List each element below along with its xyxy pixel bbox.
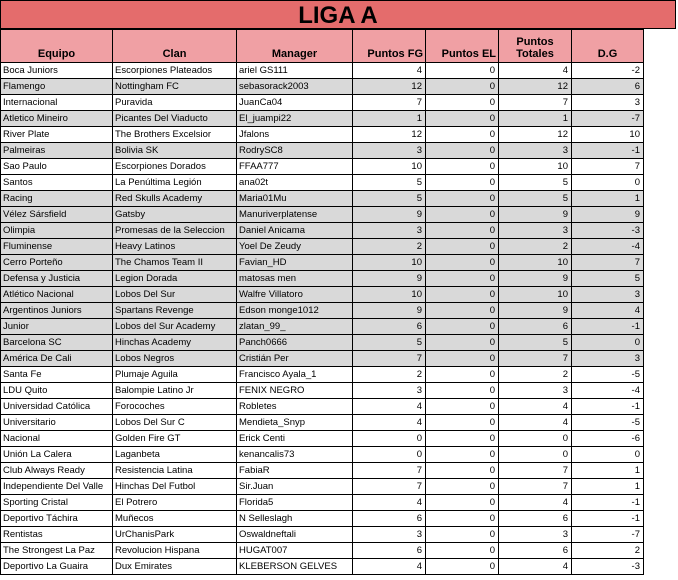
table-row[interactable] (1, 463, 644, 479)
cell-equipo[interactable]: Santa Fe (1, 367, 113, 383)
header-row (1, 30, 644, 63)
cell-puntos-totales[interactable]: 5 (499, 335, 572, 351)
cell-clan[interactable]: The Brothers Excelsior (113, 127, 237, 143)
cell-puntos-fg[interactable]: 9 (353, 303, 426, 319)
cell-equipo[interactable]: Internacional (1, 95, 113, 111)
header-puntos-totales[interactable]: Puntos Totales (499, 30, 572, 63)
cell-puntos-el[interactable]: 0 (426, 95, 499, 111)
cell-dg[interactable]: -1 (572, 319, 644, 335)
cell-puntos-el[interactable]: 0 (426, 463, 499, 479)
cell-puntos-el[interactable]: 0 (426, 143, 499, 159)
cell-puntos-totales[interactable]: 3 (499, 383, 572, 399)
cell-clan[interactable]: Laganbeta (113, 447, 237, 463)
cell-manager[interactable]: Cristián Per (237, 351, 353, 367)
cell-puntos-fg[interactable]: 7 (353, 351, 426, 367)
cell-manager[interactable]: Erick Centi (237, 431, 353, 447)
cell-equipo[interactable]: Palmeiras (1, 143, 113, 159)
cell-puntos-el[interactable]: 0 (426, 239, 499, 255)
cell-manager[interactable]: ariel GS111 (237, 63, 353, 79)
cell-puntos-el[interactable]: 0 (426, 191, 499, 207)
cell-equipo[interactable]: Cerro Porteño (1, 255, 113, 271)
cell-dg[interactable]: 2 (572, 543, 644, 559)
cell-dg[interactable]: 4 (572, 303, 644, 319)
cell-puntos-el[interactable]: 0 (426, 527, 499, 543)
cell-manager[interactable]: El_juampi22 (237, 111, 353, 127)
cell-puntos-totales[interactable]: 1 (499, 111, 572, 127)
cell-clan[interactable]: Gatsby (113, 207, 237, 223)
cell-manager[interactable]: kenancalis73 (237, 447, 353, 463)
cell-puntos-el[interactable]: 0 (426, 479, 499, 495)
cell-manager[interactable]: Maria01Mu (237, 191, 353, 207)
cell-puntos-fg[interactable]: 9 (353, 271, 426, 287)
cell-equipo[interactable]: Boca Juniors (1, 63, 113, 79)
cell-manager[interactable]: N Selleslagh (237, 511, 353, 527)
cell-puntos-totales[interactable]: 4 (499, 399, 572, 415)
cell-puntos-el[interactable]: 0 (426, 447, 499, 463)
cell-dg[interactable]: -2 (572, 63, 644, 79)
cell-puntos-el[interactable]: 0 (426, 111, 499, 127)
cell-dg[interactable]: -1 (572, 143, 644, 159)
cell-clan[interactable]: Lobos Del Sur (113, 287, 237, 303)
cell-manager[interactable]: Oswaldneftali (237, 527, 353, 543)
header-dg[interactable]: D.G (572, 30, 644, 63)
cell-puntos-totales[interactable]: 2 (499, 367, 572, 383)
cell-puntos-el[interactable]: 0 (426, 399, 499, 415)
cell-dg[interactable]: -4 (572, 239, 644, 255)
table-row[interactable] (1, 223, 644, 239)
cell-puntos-totales[interactable]: 10 (499, 287, 572, 303)
cell-puntos-fg[interactable]: 3 (353, 223, 426, 239)
cell-equipo[interactable]: Barcelona SC (1, 335, 113, 351)
cell-equipo[interactable]: Sporting Cristal (1, 495, 113, 511)
cell-equipo[interactable]: Olimpia (1, 223, 113, 239)
cell-puntos-el[interactable]: 0 (426, 255, 499, 271)
cell-puntos-totales[interactable]: 6 (499, 543, 572, 559)
cell-puntos-totales[interactable]: 12 (499, 79, 572, 95)
cell-manager[interactable]: JuanCa04 (237, 95, 353, 111)
cell-dg[interactable]: 3 (572, 95, 644, 111)
cell-puntos-fg[interactable]: 7 (353, 95, 426, 111)
cell-puntos-totales[interactable]: 0 (499, 431, 572, 447)
table-row[interactable] (1, 287, 644, 303)
cell-puntos-el[interactable]: 0 (426, 415, 499, 431)
cell-puntos-el[interactable]: 0 (426, 351, 499, 367)
cell-dg[interactable]: -1 (572, 399, 644, 415)
cell-manager[interactable]: matosas men (237, 271, 353, 287)
cell-dg[interactable]: -1 (572, 495, 644, 511)
table-row[interactable] (1, 159, 644, 175)
cell-clan[interactable]: Puravida (113, 95, 237, 111)
cell-dg[interactable]: 3 (572, 287, 644, 303)
table-row[interactable] (1, 495, 644, 511)
cell-manager[interactable]: Mendieta_Snyp (237, 415, 353, 431)
cell-puntos-totales[interactable]: 5 (499, 191, 572, 207)
cell-puntos-fg[interactable]: 2 (353, 239, 426, 255)
table-row[interactable] (1, 543, 644, 559)
cell-puntos-el[interactable]: 0 (426, 287, 499, 303)
cell-puntos-el[interactable]: 0 (426, 207, 499, 223)
cell-clan[interactable]: Legion Dorada (113, 271, 237, 287)
cell-puntos-fg[interactable]: 10 (353, 287, 426, 303)
table-row[interactable] (1, 303, 644, 319)
cell-puntos-totales[interactable]: 7 (499, 351, 572, 367)
cell-puntos-fg[interactable]: 3 (353, 383, 426, 399)
cell-dg[interactable]: 6 (572, 79, 644, 95)
cell-dg[interactable]: 1 (572, 479, 644, 495)
cell-puntos-totales[interactable]: 9 (499, 303, 572, 319)
table-row[interactable] (1, 527, 644, 543)
cell-puntos-fg[interactable]: 2 (353, 367, 426, 383)
cell-clan[interactable]: Balompie Latino Jr (113, 383, 237, 399)
cell-clan[interactable]: Golden Fire GT (113, 431, 237, 447)
cell-puntos-totales[interactable]: 4 (499, 559, 572, 575)
cell-manager[interactable]: Edson monge1012 (237, 303, 353, 319)
table-row[interactable] (1, 239, 644, 255)
cell-dg[interactable]: -5 (572, 367, 644, 383)
cell-manager[interactable]: FabiaR (237, 463, 353, 479)
cell-puntos-fg[interactable]: 4 (353, 559, 426, 575)
cell-puntos-fg[interactable]: 0 (353, 447, 426, 463)
cell-clan[interactable]: El Potrero (113, 495, 237, 511)
table-row[interactable] (1, 79, 644, 95)
table-row[interactable] (1, 63, 644, 79)
cell-clan[interactable]: Hinchas Del Futbol (113, 479, 237, 495)
table-row[interactable] (1, 95, 644, 111)
cell-puntos-fg[interactable]: 4 (353, 399, 426, 415)
cell-puntos-fg[interactable]: 9 (353, 207, 426, 223)
cell-manager[interactable]: FENIX NEGRO (237, 383, 353, 399)
cell-manager[interactable]: Favian_HD (237, 255, 353, 271)
cell-manager[interactable]: KLEBERSON GELVES (237, 559, 353, 575)
cell-clan[interactable]: Lobos Negros (113, 351, 237, 367)
cell-dg[interactable]: 0 (572, 175, 644, 191)
cell-clan[interactable]: Escorpiones Dorados (113, 159, 237, 175)
cell-equipo[interactable]: Atlético Nacional (1, 287, 113, 303)
cell-puntos-totales[interactable]: 6 (499, 511, 572, 527)
cell-dg[interactable]: 0 (572, 447, 644, 463)
cell-puntos-totales[interactable]: 4 (499, 415, 572, 431)
cell-puntos-el[interactable]: 0 (426, 175, 499, 191)
cell-manager[interactable]: Robletes (237, 399, 353, 415)
cell-equipo[interactable]: LDU Quito (1, 383, 113, 399)
cell-puntos-el[interactable]: 0 (426, 303, 499, 319)
header-manager[interactable]: Manager (237, 30, 353, 63)
cell-puntos-fg[interactable]: 5 (353, 191, 426, 207)
cell-manager[interactable]: Jfalons (237, 127, 353, 143)
cell-equipo[interactable]: Defensa y Justicia (1, 271, 113, 287)
cell-puntos-el[interactable]: 0 (426, 431, 499, 447)
cell-equipo[interactable]: Deportivo Táchira (1, 511, 113, 527)
cell-puntos-fg[interactable]: 10 (353, 255, 426, 271)
cell-equipo[interactable]: Nacional (1, 431, 113, 447)
cell-manager[interactable]: Francisco Ayala_1 (237, 367, 353, 383)
cell-puntos-fg[interactable]: 12 (353, 79, 426, 95)
cell-clan[interactable]: Forocoches (113, 399, 237, 415)
cell-puntos-el[interactable]: 0 (426, 511, 499, 527)
table-row[interactable] (1, 559, 644, 575)
cell-puntos-totales[interactable]: 3 (499, 143, 572, 159)
cell-manager[interactable]: Manuriverplatense (237, 207, 353, 223)
cell-puntos-fg[interactable]: 12 (353, 127, 426, 143)
table-row[interactable] (1, 351, 644, 367)
cell-puntos-totales[interactable]: 4 (499, 63, 572, 79)
cell-puntos-totales[interactable]: 9 (499, 271, 572, 287)
cell-puntos-totales[interactable]: 0 (499, 447, 572, 463)
cell-puntos-totales[interactable]: 12 (499, 127, 572, 143)
cell-clan[interactable]: Spartans Revenge (113, 303, 237, 319)
cell-manager[interactable]: FFAA777 (237, 159, 353, 175)
cell-clan[interactable]: Heavy Latinos (113, 239, 237, 255)
cell-clan[interactable]: Escorpiones Plateados (113, 63, 237, 79)
cell-puntos-totales[interactable]: 7 (499, 479, 572, 495)
cell-manager[interactable]: ana02t (237, 175, 353, 191)
cell-equipo[interactable]: Vélez Sársfield (1, 207, 113, 223)
cell-manager[interactable]: Walfre Villatoro (237, 287, 353, 303)
cell-puntos-el[interactable]: 0 (426, 367, 499, 383)
cell-puntos-totales[interactable]: 7 (499, 95, 572, 111)
cell-clan[interactable]: Lobos Del Sur C (113, 415, 237, 431)
cell-puntos-el[interactable]: 0 (426, 559, 499, 575)
cell-puntos-el[interactable]: 0 (426, 79, 499, 95)
cell-clan[interactable]: Bolivia SK (113, 143, 237, 159)
cell-dg[interactable]: -3 (572, 223, 644, 239)
cell-equipo[interactable]: Rentistas (1, 527, 113, 543)
cell-clan[interactable]: The Chamos Team II (113, 255, 237, 271)
cell-puntos-el[interactable]: 0 (426, 383, 499, 399)
cell-puntos-totales[interactable]: 9 (499, 207, 572, 223)
standings-table (0, 29, 644, 575)
table-row[interactable] (1, 127, 644, 143)
cell-puntos-fg[interactable]: 6 (353, 319, 426, 335)
cell-puntos-fg[interactable]: 0 (353, 431, 426, 447)
cell-puntos-el[interactable]: 0 (426, 223, 499, 239)
cell-clan[interactable]: Muñecos (113, 511, 237, 527)
cell-dg[interactable]: 7 (572, 255, 644, 271)
cell-manager[interactable]: RodrySC8 (237, 143, 353, 159)
cell-puntos-fg[interactable]: 5 (353, 175, 426, 191)
cell-manager[interactable]: Sir.Juan (237, 479, 353, 495)
table-row[interactable] (1, 319, 644, 335)
cell-puntos-totales[interactable]: 3 (499, 223, 572, 239)
cell-dg[interactable]: -6 (572, 431, 644, 447)
cell-equipo[interactable]: Flamengo (1, 79, 113, 95)
cell-dg[interactable]: 10 (572, 127, 644, 143)
cell-puntos-el[interactable]: 0 (426, 335, 499, 351)
cell-puntos-totales[interactable]: 3 (499, 527, 572, 543)
cell-puntos-fg[interactable]: 1 (353, 111, 426, 127)
cell-puntos-fg[interactable]: 4 (353, 415, 426, 431)
league-title: LIGA A (0, 0, 676, 29)
cell-clan[interactable]: Red Skulls Academy (113, 191, 237, 207)
table-row[interactable] (1, 447, 644, 463)
table-row[interactable] (1, 143, 644, 159)
table-row[interactable] (1, 479, 644, 495)
cell-equipo[interactable]: Santos (1, 175, 113, 191)
cell-puntos-totales[interactable]: 10 (499, 255, 572, 271)
cell-manager[interactable]: sebasorack2003 (237, 79, 353, 95)
cell-dg[interactable]: 1 (572, 191, 644, 207)
cell-manager[interactable]: HUGAT007 (237, 543, 353, 559)
cell-puntos-fg[interactable]: 7 (353, 479, 426, 495)
table-row[interactable] (1, 511, 644, 527)
cell-puntos-fg[interactable]: 6 (353, 543, 426, 559)
header-equipo[interactable]: Equipo (1, 30, 113, 63)
cell-clan[interactable]: Hinchas Academy (113, 335, 237, 351)
cell-puntos-fg[interactable]: 10 (353, 159, 426, 175)
cell-puntos-el[interactable]: 0 (426, 271, 499, 287)
cell-puntos-el[interactable]: 0 (426, 495, 499, 511)
cell-equipo[interactable]: Sao Paulo (1, 159, 113, 175)
cell-clan[interactable]: Nottingham FC (113, 79, 237, 95)
cell-puntos-el[interactable]: 0 (426, 127, 499, 143)
cell-dg[interactable]: -4 (572, 383, 644, 399)
cell-manager[interactable]: Panch0666 (237, 335, 353, 351)
cell-clan[interactable]: Promesas de la Seleccion (113, 223, 237, 239)
table-row[interactable] (1, 367, 644, 383)
table-row[interactable] (1, 271, 644, 287)
table-row[interactable] (1, 207, 644, 223)
table-row[interactable] (1, 415, 644, 431)
cell-clan[interactable]: Revolucion Hispana (113, 543, 237, 559)
cell-puntos-totales[interactable]: 5 (499, 175, 572, 191)
cell-puntos-fg[interactable]: 3 (353, 143, 426, 159)
cell-equipo[interactable]: Club Always Ready (1, 463, 113, 479)
table-row[interactable] (1, 255, 644, 271)
cell-clan[interactable]: Picantes Del Viaducto (113, 111, 237, 127)
header-puntos-fg[interactable]: Puntos FG (353, 30, 426, 63)
cell-clan[interactable]: Resistencia Latina (113, 463, 237, 479)
cell-equipo[interactable]: River Plate (1, 127, 113, 143)
cell-equipo[interactable]: Unión La Calera (1, 447, 113, 463)
cell-puntos-el[interactable]: 0 (426, 319, 499, 335)
cell-dg[interactable]: 9 (572, 207, 644, 223)
cell-puntos-el[interactable]: 0 (426, 63, 499, 79)
cell-puntos-fg[interactable]: 7 (353, 463, 426, 479)
cell-equipo[interactable]: Fluminense (1, 239, 113, 255)
cell-dg[interactable]: 0 (572, 335, 644, 351)
cell-equipo[interactable]: Junior (1, 319, 113, 335)
table-row[interactable] (1, 431, 644, 447)
cell-equipo[interactable]: Universitario (1, 415, 113, 431)
cell-dg[interactable]: 7 (572, 159, 644, 175)
cell-puntos-fg[interactable]: 4 (353, 495, 426, 511)
cell-equipo[interactable]: Atletico Mineiro (1, 111, 113, 127)
table-row[interactable] (1, 111, 644, 127)
cell-dg[interactable]: -3 (572, 559, 644, 575)
cell-puntos-fg[interactable]: 5 (353, 335, 426, 351)
table-row[interactable] (1, 335, 644, 351)
cell-equipo[interactable]: Deportivo La Guaira (1, 559, 113, 575)
cell-clan[interactable]: Dux Emirates (113, 559, 237, 575)
table-row[interactable] (1, 399, 644, 415)
cell-manager[interactable]: zlatan_99_ (237, 319, 353, 335)
cell-clan[interactable]: La Penúltima Legión (113, 175, 237, 191)
cell-puntos-el[interactable]: 0 (426, 543, 499, 559)
cell-manager[interactable]: Florida5 (237, 495, 353, 511)
cell-puntos-totales[interactable]: 4 (499, 495, 572, 511)
cell-puntos-fg[interactable]: 6 (353, 511, 426, 527)
cell-clan[interactable]: UrChanisPark (113, 527, 237, 543)
table-row[interactable] (1, 383, 644, 399)
cell-puntos-el[interactable]: 0 (426, 159, 499, 175)
table-row[interactable] (1, 191, 644, 207)
cell-puntos-totales[interactable]: 7 (499, 463, 572, 479)
cell-puntos-totales[interactable]: 6 (499, 319, 572, 335)
cell-puntos-totales[interactable]: 10 (499, 159, 572, 175)
cell-dg[interactable]: 5 (572, 271, 644, 287)
cell-puntos-fg[interactable]: 4 (353, 63, 426, 79)
cell-clan[interactable]: Lobos del Sur Academy (113, 319, 237, 335)
cell-manager[interactable]: Daniel Anicama (237, 223, 353, 239)
cell-dg[interactable]: 3 (572, 351, 644, 367)
header-clan[interactable]: Clan (113, 30, 237, 63)
cell-equipo[interactable]: Independiente Del Valle (1, 479, 113, 495)
cell-dg[interactable]: -5 (572, 415, 644, 431)
cell-equipo[interactable]: Racing (1, 191, 113, 207)
table-row[interactable] (1, 175, 644, 191)
header-puntos-el[interactable]: Puntos EL (426, 30, 499, 63)
cell-dg[interactable]: -7 (572, 527, 644, 543)
cell-equipo[interactable]: Argentinos Juniors (1, 303, 113, 319)
table-body (1, 63, 644, 575)
cell-equipo[interactable]: Universidad Católica (1, 399, 113, 415)
cell-equipo[interactable]: América De Cali (1, 351, 113, 367)
cell-puntos-totales[interactable]: 2 (499, 239, 572, 255)
cell-puntos-fg[interactable]: 3 (353, 527, 426, 543)
cell-equipo[interactable]: The Strongest La Paz (1, 543, 113, 559)
cell-clan[interactable]: Plumaje Aguila (113, 367, 237, 383)
cell-dg[interactable]: 1 (572, 463, 644, 479)
cell-dg[interactable]: -1 (572, 511, 644, 527)
cell-dg[interactable]: -7 (572, 111, 644, 127)
cell-manager[interactable]: Yoel De Zeudy (237, 239, 353, 255)
